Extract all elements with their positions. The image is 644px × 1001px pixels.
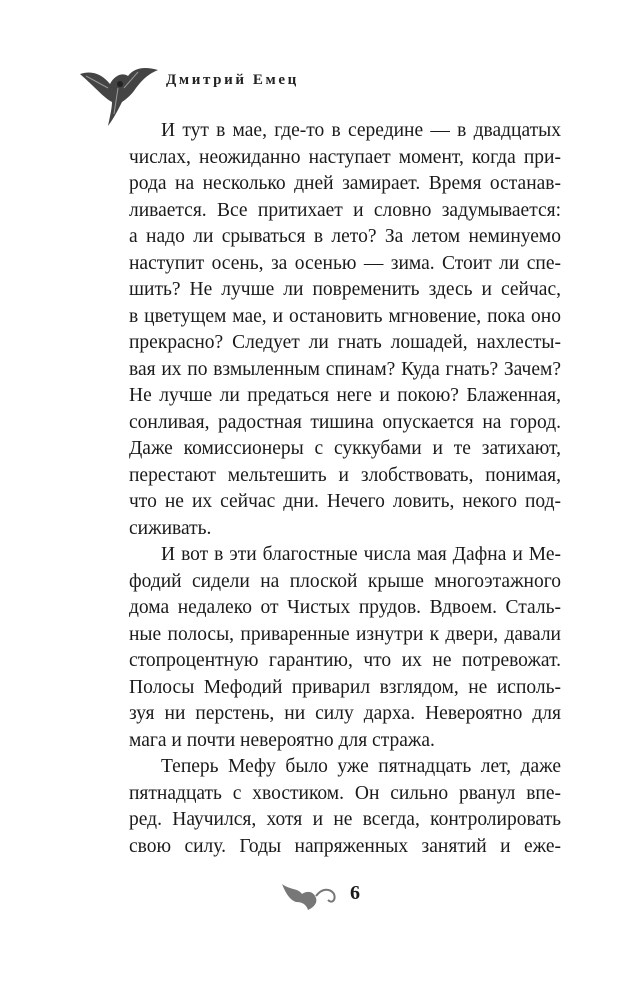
text-line: в цветущем мае, и остановить мгновение, пока оно [129, 305, 561, 327]
page-number: 6 [350, 882, 360, 904]
text-line: мага и почти невероятно для стража. [129, 729, 435, 751]
text-line: числах, неожиданно наступает момент, когда при- [129, 146, 561, 168]
text-line: дома недалеко от Чистых прудов. Вдвоем. Сталь- [129, 597, 561, 618]
text-line: наступит осень, за осенью — зима. Стоит ли спе- [129, 252, 561, 274]
text-line: ные полосы, приваренные изнутри к двери, давали [129, 623, 561, 645]
text-line: стопроцентную гарантию, что их не потревожат. [129, 650, 561, 671]
body-text [129, 118, 561, 860]
page-footer [280, 878, 380, 912]
text-line: что не их сейчас дни. Нечего ловить, некого под- [129, 491, 561, 512]
text-line: перестают мельтешить и злобствовать, понимая, [129, 464, 561, 486]
text-line: свою силу. Годы напряженных занятий и еже- [129, 835, 561, 857]
text-line: И вот в эти благостные числа мая Дафна и Ме- [161, 544, 561, 565]
text-line: Не лучше ли предаться неге и покою? Блаженная, [129, 385, 561, 406]
text-line: Полосы Мефодий приварил взглядом, не исполь- [129, 676, 561, 698]
text-line: рода на несколько дней замирает. Время останав- [129, 173, 561, 194]
leaf-ornament-icon [280, 878, 340, 912]
text-line: ред. Научился, хотя и не всегда, контролировать [129, 809, 561, 830]
text-line: сонливая, радостная тишина опускается на город. [129, 411, 561, 433]
text-line: сиживать. [129, 517, 212, 539]
text-line: вая их по взмыленным спинам? Куда гнать? Зачем? [129, 358, 561, 380]
text-line: прекрасно? Следует ли гнать лошадей, нахлесты- [129, 332, 561, 353]
text-line: зуя ни перстень, ни силу дарха. Невероятно для [129, 703, 561, 724]
text-line: фодий сидели на плоской крыше многоэтажного [129, 570, 561, 592]
author-name: Дмитрий Емец [166, 72, 299, 88]
text-line: шить? Не лучше ли повременить здесь и сейчас, [129, 279, 561, 300]
text-line: а надо ли срываться в лето? За летом неминуемо [129, 226, 561, 247]
text-line: И тут в мае, где-то в середине — в двадцатых [161, 120, 561, 141]
text-line: Теперь Мефу было уже пятнадцать лет, даже [161, 756, 561, 777]
text-line: ливается. Все притихает и словно задумывается: [129, 199, 561, 221]
text-line: Даже комиссионеры с суккубами и те затихают, [129, 438, 561, 459]
text-line: пятнадцать с хвостиком. Он сильно рванул впе- [129, 782, 561, 804]
